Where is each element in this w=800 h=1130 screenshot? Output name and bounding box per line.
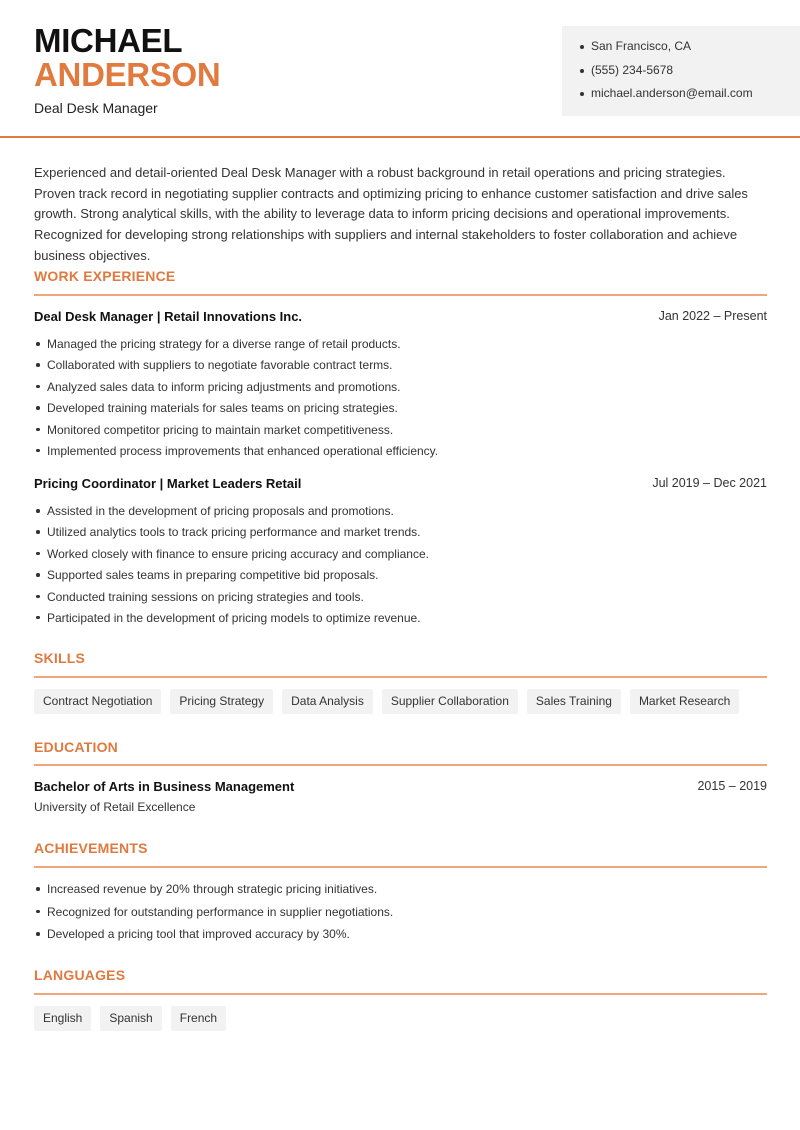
list-item: Recognized for outstanding performance in supplier negotiations. <box>34 904 767 927</box>
summary-paragraph: Experienced and detail-oriented Deal Desk Manager with a robust background in retail operations and pricing strategies. Proven track record in negotiating supplier contracts and optimizing pricing to enhance customer satisfaction and drive sales growth. Strong analytical skills, with the ability to leverage data to inform pricing decisions and operational improvements. Recognized for developing strong relationships with suppliers and internal stakeholders to foster collaboration and achieve business objectives. <box>34 165 748 263</box>
languages-list <box>34 1006 226 1031</box>
resume-header <box>0 0 800 138</box>
job-role: Deal Desk Manager | Retail Innovations Inc. <box>34 309 303 324</box>
first-name: MICHAEL <box>34 22 183 59</box>
section-title-education: EDUCATION <box>34 739 118 755</box>
education-dates: 2015 – 2019 <box>697 779 767 793</box>
list-item: Implemented process improvements that enhanced operational efficiency. <box>34 443 767 464</box>
language-chip: French <box>171 1006 226 1031</box>
skill-chip: Pricing Strategy <box>170 689 273 714</box>
job-bullet-list <box>34 503 767 631</box>
school-name: University of Retail Excellence <box>34 800 196 814</box>
section-title-skills: SKILLS <box>34 650 85 666</box>
last-name: ANDERSON <box>34 56 221 93</box>
degree: Bachelor of Arts in Business Management <box>34 779 295 794</box>
list-item: Conducted training sessions on pricing strategies and tools. <box>34 589 767 610</box>
section-divider <box>34 764 767 766</box>
skill-chip: Data Analysis <box>282 689 373 714</box>
section-divider <box>34 993 767 995</box>
section-divider <box>34 294 767 296</box>
skill-chip: Sales Training <box>527 689 621 714</box>
list-item: Assisted in the development of pricing proposals and promotions. <box>34 503 767 524</box>
list-item: Worked closely with finance to ensure pricing accuracy and compliance. <box>34 546 767 567</box>
section-title-languages: LANGUAGES <box>34 967 126 983</box>
list-item: Supported sales teams in preparing competitive bid proposals. <box>34 567 767 588</box>
list-item: Analyzed sales data to inform pricing adjustments and promotions. <box>34 379 767 400</box>
list-item: Participated in the development of pricing models to optimize revenue. <box>34 610 767 631</box>
list-item: Monitored competitor pricing to maintain market competitiveness. <box>34 422 767 443</box>
list-item: Developed training materials for sales teams on pricing strategies. <box>34 400 767 421</box>
skill-chip: Supplier Collaboration <box>382 689 518 714</box>
job-dates: Jul 2019 – Dec 2021 <box>652 476 767 490</box>
section-title-work: WORK EXPERIENCE <box>34 268 176 284</box>
skill-chip: Contract Negotiation <box>34 689 161 714</box>
language-chip: English <box>34 1006 91 1031</box>
job-dates: Jan 2022 – Present <box>658 309 767 323</box>
skills-list <box>34 689 739 714</box>
language-chip: Spanish <box>100 1006 161 1031</box>
list-item: Managed the pricing strategy for a diverse range of retail products. <box>34 336 767 357</box>
contact-box <box>562 26 800 116</box>
list-item: Collaborated with suppliers to negotiate favorable contract terms. <box>34 357 767 378</box>
achievements-list <box>34 881 767 949</box>
list-item: Utilized analytics tools to track pricing performance and market trends. <box>34 524 767 545</box>
job-role: Pricing Coordinator | Market Leaders Retail <box>34 476 302 491</box>
section-divider <box>34 866 767 868</box>
job-title: Deal Desk Manager <box>34 100 158 116</box>
section-divider <box>34 676 767 678</box>
list-item: Increased revenue by 20% through strategic pricing initiatives. <box>34 881 767 904</box>
section-title-achievements: ACHIEVEMENTS <box>34 840 148 856</box>
job-bullet-list <box>34 336 767 464</box>
job-header <box>34 309 767 324</box>
skill-chip: Market Research <box>630 689 739 714</box>
contact-location: San Francisco, CA <box>580 38 800 62</box>
job-header <box>34 476 767 491</box>
list-item: Developed a pricing tool that improved accuracy by 30%. <box>34 926 767 949</box>
contact-phone: (555) 234-5678 <box>580 62 800 86</box>
contact-email: michael.anderson@email.com <box>580 85 800 109</box>
education-header <box>34 779 767 794</box>
